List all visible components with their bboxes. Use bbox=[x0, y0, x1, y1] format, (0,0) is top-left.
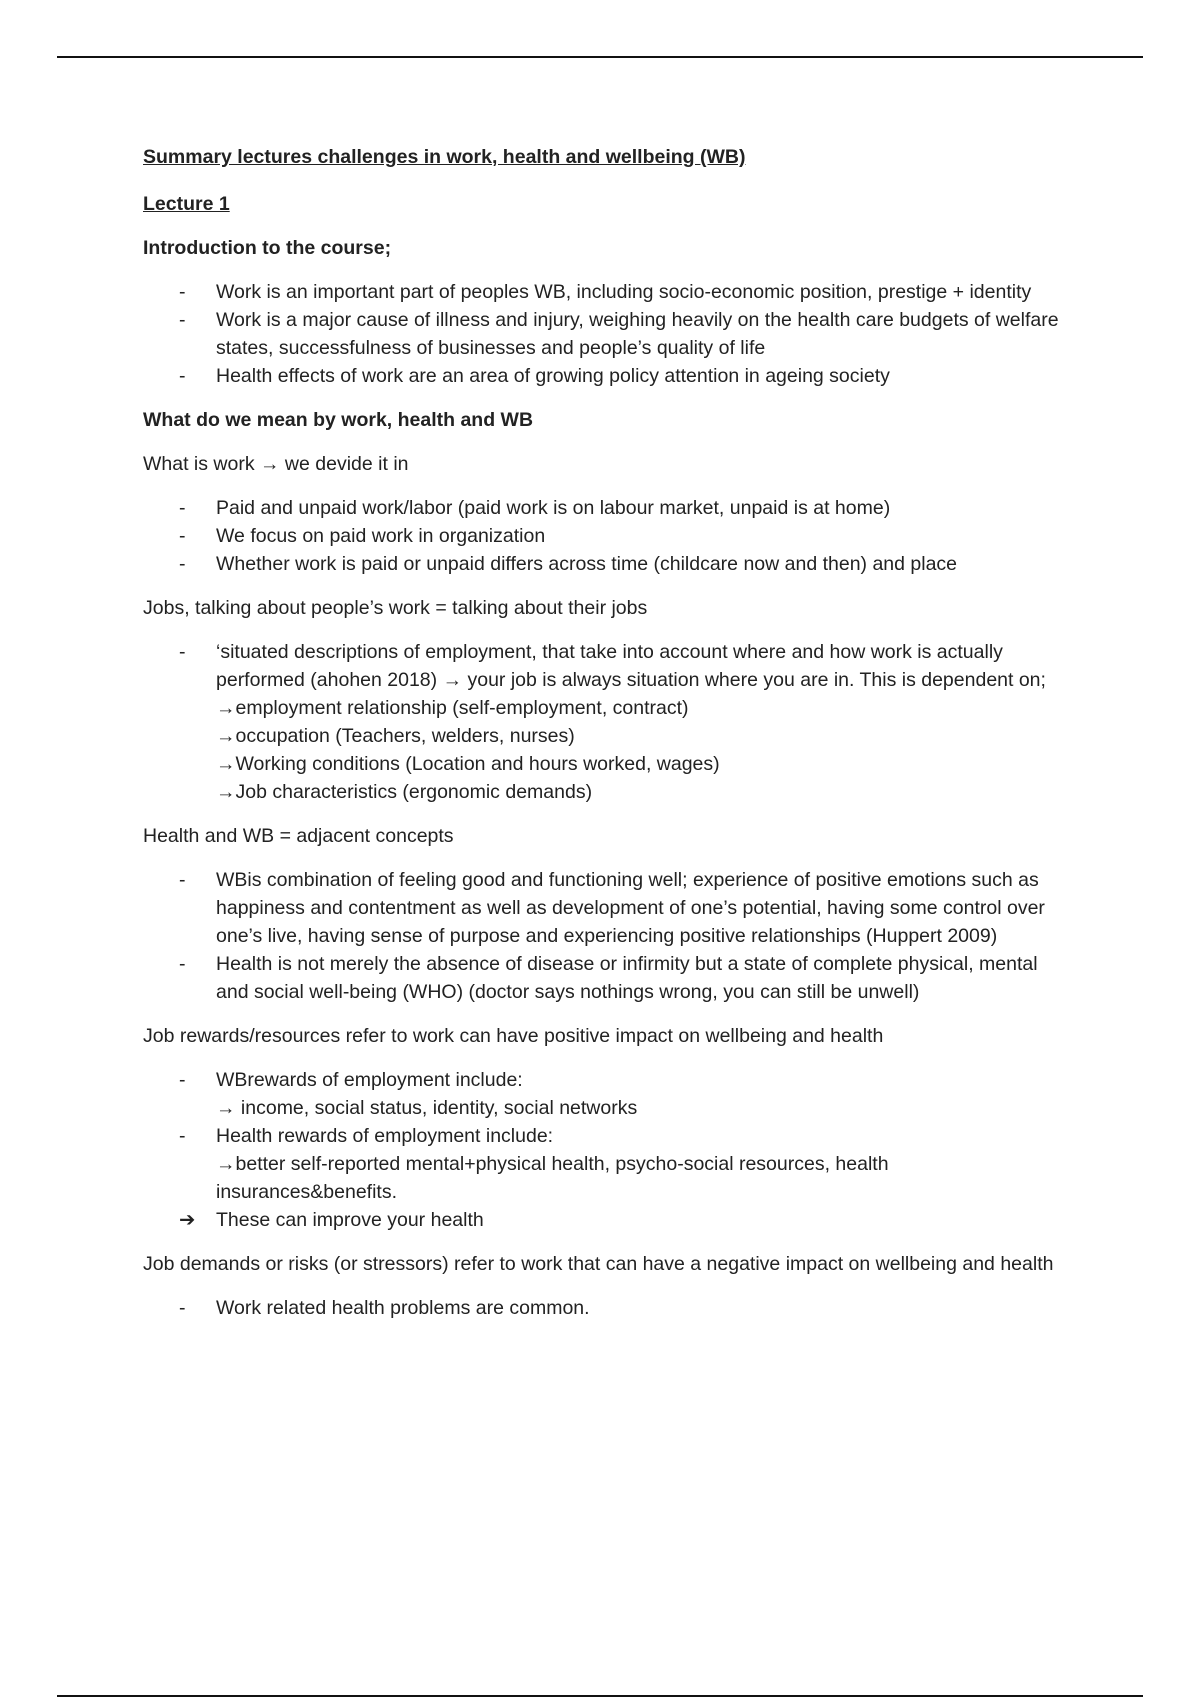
list-item: - Paid and unpaid work/labor (paid work is on labour market, unpaid is at home) bbox=[143, 494, 1063, 522]
jobs-sub-item: →occupation (Teachers, welders, nurses) bbox=[216, 725, 575, 747]
dash-bullet: - bbox=[179, 869, 186, 891]
work-intro: What is work → we devide it in bbox=[143, 453, 409, 475]
dash-bullet: - bbox=[179, 553, 186, 575]
rewards-sub-item: →better self-reported mental+physical health, psycho-social resources, health insurances&benefits. bbox=[216, 1153, 889, 1203]
document-title: Summary lectures challenges in work, health and wellbeing (WB) bbox=[143, 146, 746, 168]
list-item: - We focus on paid work in organization bbox=[143, 522, 1063, 550]
dash-bullet: - bbox=[179, 525, 186, 547]
dash-bullet: - bbox=[179, 309, 186, 331]
dash-bullet: - bbox=[179, 281, 186, 303]
document-body bbox=[143, 143, 1063, 1338]
list-item: - Work is a major cause of illness and injury, weighing heavily on the health care budgets of welfare states, successfulness of businesses and people’s quality of life bbox=[143, 306, 1063, 362]
list-item: - Health effects of work are an area of growing policy attention in ageing society bbox=[143, 362, 1063, 390]
list-item: - Health rewards of employment include: →better self-reported mental+physical health, psycho-social resources, health insurances&benefits. bbox=[143, 1122, 1063, 1206]
jobs-sub-item: →employment relationship (self-employment, contract) bbox=[216, 697, 689, 719]
footer-rule bbox=[57, 1695, 1143, 1697]
demands-bullet-list bbox=[143, 1294, 1063, 1322]
list-item: - Health is not merely the absence of disease or infirmity but a state of complete physical, mental and social well-being (WHO) (doctor says nothings wrong, you can still be unwell) bbox=[143, 950, 1063, 1006]
jobs-intro: Jobs, talking about people’s work = talking about their jobs bbox=[143, 597, 648, 619]
list-item: - Whether work is paid or unpaid differs across time (childcare now and then) and place bbox=[143, 550, 1063, 578]
dash-bullet: - bbox=[179, 953, 186, 975]
dash-bullet: - bbox=[179, 365, 186, 387]
jobs-sub-item: →Job characteristics (ergonomic demands) bbox=[216, 781, 593, 803]
arrow-bullet-icon: ➔ bbox=[179, 1209, 196, 1231]
jobs-sub-item: →Working conditions (Location and hours worked, wages) bbox=[216, 753, 720, 775]
list-item: - ‘situated descriptions of employment, that take into account where and how work is actually performed (ahohen 2018) → your job is always situation where you are in. This is dependent on; →employment relationship (self-employment, contract) →occupation (Teachers, welders, nurses) →Working conditions (Location and hours worked, wages) →Job characteristics (ergonomic demands) bbox=[143, 638, 1063, 806]
dash-bullet: - bbox=[179, 641, 186, 663]
rewards-intro: Job rewards/resources refer to work can have positive impact on wellbeing and health bbox=[143, 1025, 884, 1047]
list-item: - Work related health problems are common. bbox=[143, 1294, 1063, 1322]
intro-bullet-list bbox=[143, 278, 1063, 390]
dash-bullet: - bbox=[179, 1069, 186, 1091]
demands-intro: Job demands or risks (or stressors) refer to work that can have a negative impact on wellbeing and health bbox=[143, 1253, 1054, 1275]
dash-bullet: - bbox=[179, 1297, 186, 1319]
meaning-heading: What do we mean by work, health and WB bbox=[143, 409, 534, 431]
rewards-bullet-list bbox=[143, 1066, 1063, 1234]
header-rule bbox=[57, 56, 1143, 58]
list-item: ➔ These can improve your health bbox=[143, 1206, 1063, 1234]
jobs-bullet-list bbox=[143, 638, 1063, 806]
lecture-heading: Lecture 1 bbox=[143, 193, 230, 215]
dash-bullet: - bbox=[179, 497, 186, 519]
health-bullet-list bbox=[143, 866, 1063, 1006]
list-item: - WBrewards of employment include: → income, social status, identity, social networks bbox=[143, 1066, 1063, 1122]
work-bullet-list bbox=[143, 494, 1063, 578]
list-item: - WBis combination of feeling good and functioning well; experience of positive emotions such as happiness and contentment as well as development of one’s potential, having some control over one’s live, having sense of purpose and experiencing positive relationships (Huppert 2009) bbox=[143, 866, 1063, 950]
intro-heading: Introduction to the course; bbox=[143, 237, 392, 259]
list-item: - Work is an important part of peoples WB, including socio-economic position, prestige + identity bbox=[143, 278, 1063, 306]
health-intro: Health and WB = adjacent concepts bbox=[143, 825, 454, 847]
dash-bullet: - bbox=[179, 1125, 186, 1147]
rewards-sub-item: → income, social status, identity, social networks bbox=[216, 1097, 638, 1119]
